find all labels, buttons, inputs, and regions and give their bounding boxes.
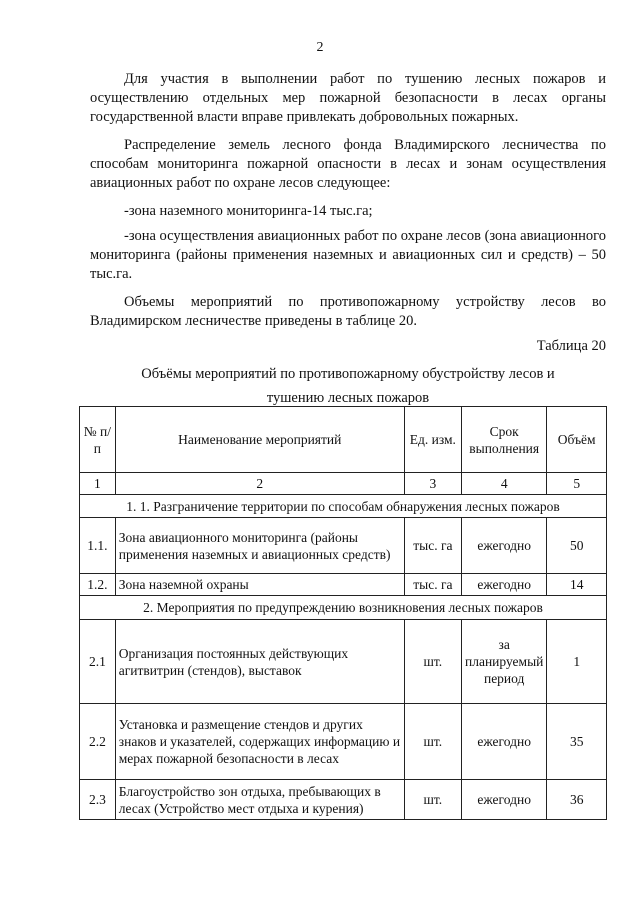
table-label: Таблица 20 — [536, 338, 606, 354]
header-name: Наименование мероприятий — [115, 407, 404, 473]
table-title-line1: Объёмы мероприятий по противопожарному обустройству лесов и — [141, 366, 555, 382]
row-volume: 35 — [547, 704, 607, 780]
row-volume: 50 — [547, 518, 607, 574]
header-unit: Ед. изм. — [404, 407, 461, 473]
row-unit: тыс. га — [404, 518, 461, 574]
col-number: 4 — [462, 473, 547, 495]
table-row — [80, 518, 607, 574]
table-row — [80, 574, 607, 596]
header-volume: Объём — [547, 407, 607, 473]
body-text — [90, 70, 606, 340]
row-name: Установка и размещение стендов и других знаков и указателей, содержащих информацию и мерах пожарной безопасности в лесах — [115, 704, 404, 780]
section-row — [80, 596, 607, 620]
row-term: ежегодно — [462, 704, 547, 780]
row-unit: тыс. га — [404, 574, 461, 596]
row-term: ежегодно — [462, 518, 547, 574]
row-term: ежегодно — [462, 574, 547, 596]
header-num: № п/п — [80, 407, 116, 473]
row-num: 1.2. — [80, 574, 116, 596]
table-row — [80, 620, 607, 704]
table-row — [80, 704, 607, 780]
paragraph-aviation-zone: -зона осуществления авиационных работ по охране лесов (зона авиационного мониторинга (районы применения наземных и авиационных сил и средств) – 50 тыс.га. — [90, 228, 606, 282]
row-unit: шт. — [404, 620, 461, 704]
table-title — [90, 362, 606, 410]
paragraph-volumes: Объемы мероприятий по противопожарному устройству лесов во Владимирском лесничестве приведены в таблице 20. — [90, 294, 606, 329]
table-row — [80, 780, 607, 820]
col-number: 1 — [80, 473, 116, 495]
row-name: Организация постоянных действующих агитвитрин (стендов), выставок — [115, 620, 404, 704]
row-name: Зона авиационного мониторинга (районы применения наземных и авиационных средств) — [115, 518, 404, 574]
row-name: Благоустройство зон отдыха, пребывающих в лесах (Устройство мест отдыха и курения) — [115, 780, 404, 820]
row-num: 2.3 — [80, 780, 116, 820]
row-num: 1.1. — [80, 518, 116, 574]
row-unit: шт. — [404, 780, 461, 820]
row-volume: 1 — [547, 620, 607, 704]
page-number: 2 — [316, 40, 324, 55]
row-unit: шт. — [404, 704, 461, 780]
header-term: Срок выполнения — [462, 407, 547, 473]
paragraph-distribution: Распределение земель лесного фонда Владимирского лесничества по способам мониторинга пожарной опасности в лесах и зонам осуществления авиационных работ по охране лесов следующее: — [90, 137, 606, 191]
table-title-line2: тушению лесных пожаров — [266, 390, 430, 406]
column-number-row — [80, 473, 607, 495]
section-heading: 1. 1. Разграничение территории по способам обнаружения лесных пожаров — [80, 495, 607, 518]
table-header-row — [80, 407, 607, 473]
measures-table — [79, 406, 607, 820]
row-volume: 14 — [547, 574, 607, 596]
paragraph-volunteers: Для участия в выполнении работ по тушению лесных пожаров и осуществлению отдельных мер пожарной безопасности в лесах органы государственной власти вправе привлекать добровольных пожарных. — [90, 71, 606, 125]
row-num: 2.2 — [80, 704, 116, 780]
section-row — [80, 495, 607, 518]
row-term: ежегодно — [462, 780, 547, 820]
row-name: Зона наземной охраны — [115, 574, 404, 596]
paragraph-ground-zone: -зона наземного мониторинга-14 тыс.га; — [124, 203, 373, 219]
col-number: 2 — [115, 473, 404, 495]
col-number: 5 — [547, 473, 607, 495]
row-term: за планируемый период — [462, 620, 547, 704]
row-volume: 36 — [547, 780, 607, 820]
col-number: 3 — [404, 473, 461, 495]
section-heading: 2. Мероприятия по предупреждению возникновения лесных пожаров — [80, 596, 607, 620]
row-num: 2.1 — [80, 620, 116, 704]
